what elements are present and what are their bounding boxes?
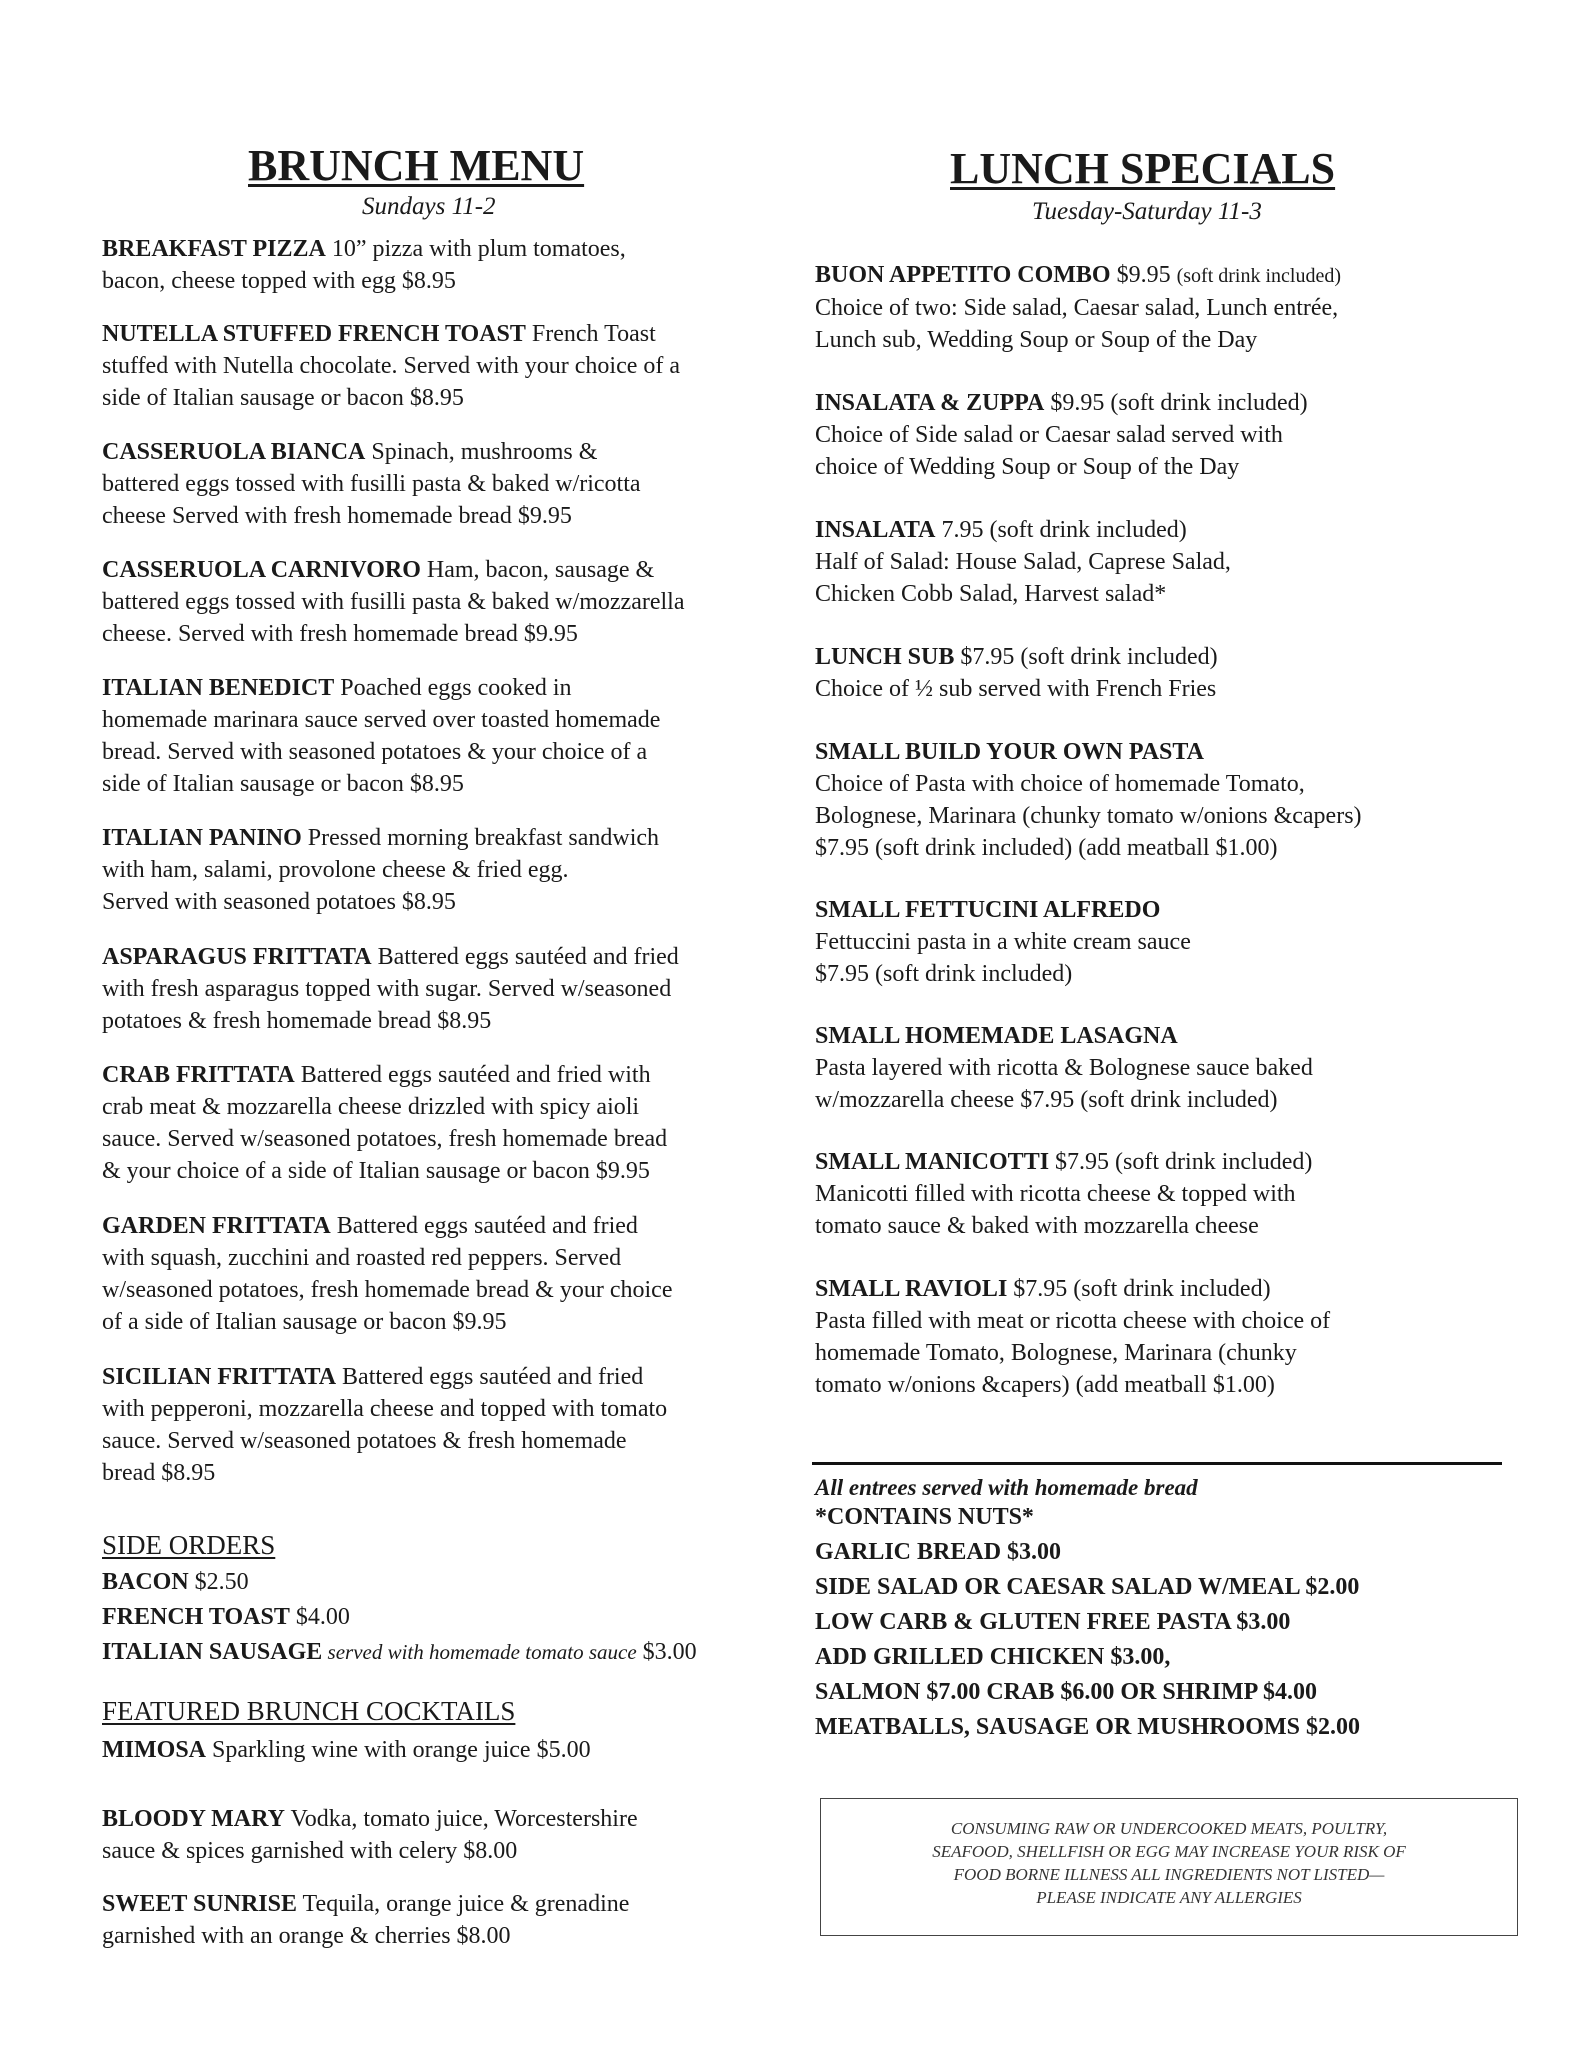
item-description-line: cheese. Served with fresh homemade bread $9.95	[102, 621, 578, 647]
item-description-line: bread. Served with seasoned potatoes & your choice of a	[102, 739, 648, 765]
lunch-item	[815, 641, 1495, 705]
item-description-line: Battered eggs sautéed and fried with	[294, 1062, 651, 1088]
item-note: (soft drink included)	[1176, 265, 1341, 287]
item-description-line: Battered eggs sautéed and fried	[336, 1364, 644, 1390]
item-description-line: Manicotti filled with ricotta cheese & topped with	[815, 1181, 1296, 1207]
brunch-item	[102, 554, 782, 650]
item-name: ITALIAN PANINO	[102, 825, 302, 851]
item-description-line: Choice of two: Side salad, Caesar salad, Lunch entrée,	[815, 295, 1339, 321]
item-description-line: battered eggs tossed with fusilli pasta & baked w/mozzarella	[102, 589, 685, 615]
add-on-line: ADD GRILLED CHICKEN $3.00,	[815, 1644, 1171, 1670]
brunch-title: BRUNCH MENU	[248, 141, 585, 190]
item-description-line: with ham, salami, provolone cheese & fried egg.	[102, 857, 569, 883]
brunch-subtitle: Sundays 11-2	[362, 193, 496, 220]
item-name: CASSERUOLA CARNIVORO	[102, 557, 421, 583]
item-description-line: Pasta layered with ricotta & Bolognese sauce baked	[815, 1055, 1313, 1081]
item-name: GARDEN FRITTATA	[102, 1213, 331, 1239]
lunch-item	[815, 387, 1495, 483]
item-description-line: cheese Served with fresh homemade bread $9.95	[102, 503, 572, 529]
side-order-item	[102, 1566, 249, 1598]
item-name: LUNCH SUB	[815, 644, 955, 670]
item-price: $7.95 (soft drink included)	[1007, 1276, 1271, 1302]
cocktail-item	[102, 1888, 782, 1952]
item-name: SICILIAN FRITTATA	[102, 1364, 337, 1390]
item-description-line: Choice of Pasta with choice of homemade Tomato,	[815, 771, 1305, 797]
cocktail-name: SWEET SUNRISE	[102, 1891, 297, 1917]
item-description-line: with fresh asparagus topped with sugar. Served w/seasoned	[102, 976, 672, 1002]
add-on-line: LOW CARB & GLUTEN FREE PASTA $3.00	[815, 1609, 1291, 1635]
item-name: SMALL BUILD YOUR OWN PASTA	[815, 739, 1204, 765]
cocktail-description-line: garnished with an orange & cherries $8.00	[102, 1923, 511, 1949]
brunch-item	[102, 672, 782, 800]
cocktail-item	[102, 1803, 782, 1867]
disclaimer-line: CONSUMING RAW OR UNDERCOOKED MEATS, POULTRY,	[950, 1819, 1388, 1838]
side-orders-heading: SIDE ORDERS	[102, 1530, 276, 1560]
item-name: INSALATA & ZUPPA	[815, 390, 1045, 416]
cocktail-description-line: Vodka, tomato juice, Worcestershire	[284, 1806, 638, 1832]
item-description-line: Ham, bacon, sausage &	[420, 557, 655, 583]
item-description-line: battered eggs tossed with fusilli pasta & baked w/ricotta	[102, 471, 641, 497]
item-description-line: side of Italian sausage or bacon $8.95	[102, 771, 464, 797]
item-price: $7.95 (soft drink included)	[954, 644, 1218, 670]
item-description-line: Pressed morning breakfast sandwich	[301, 825, 660, 851]
item-price: $9.95	[1110, 262, 1177, 288]
item-description-line: homemade Tomato, Bolognese, Marinara (chunky	[815, 1340, 1297, 1366]
item-name: ASPARAGUS FRITTATA	[102, 944, 372, 970]
cocktail-name: BLOODY MARY	[102, 1806, 285, 1832]
cocktails-heading: FEATURED BRUNCH COCKTAILS	[102, 1696, 516, 1726]
item-description-line: Spinach, mushrooms &	[365, 439, 598, 465]
item-description-line: w/mozzarella cheese $7.95 (soft drink included)	[815, 1087, 1278, 1113]
cocktail-description-line: Sparkling wine with orange juice $5.00	[206, 1737, 591, 1763]
brunch-item	[102, 941, 782, 1037]
item-name: BREAKFAST PIZZA	[102, 236, 326, 262]
side-order-item	[102, 1636, 697, 1668]
side-order-item	[102, 1601, 350, 1633]
item-description-line: Battered eggs sautéed and fried	[330, 1213, 638, 1239]
item-price: $9.95 (soft drink included)	[1044, 390, 1308, 416]
item-description-line: choice of Wedding Soup or Soup of the Day	[815, 454, 1240, 480]
brunch-item	[102, 436, 782, 532]
item-description-line: Choice of ½ sub served with French Fries	[815, 676, 1217, 702]
item-price: 7.95 (soft drink included)	[935, 517, 1187, 543]
item-description-line: $7.95 (soft drink included)	[815, 961, 1073, 987]
item-description-line: of a side of Italian sausage or bacon $9.95	[102, 1309, 507, 1335]
item-description-line: crab meat & mozzarella cheese drizzled with spicy aioli	[102, 1094, 640, 1120]
cocktail-name: MIMOSA	[102, 1737, 206, 1763]
side-name: FRENCH TOAST	[102, 1604, 290, 1630]
add-on-line: GARLIC BREAD $3.00	[815, 1539, 1062, 1565]
item-description-line: & your choice of a side of Italian sausage or bacon $9.95	[102, 1158, 650, 1184]
item-description-line: bread $8.95	[102, 1460, 216, 1486]
lunch-item	[815, 1020, 1495, 1116]
brunch-item	[102, 318, 782, 414]
item-name: SMALL MANICOTTI	[815, 1149, 1050, 1175]
item-description-line: Lunch sub, Wedding Soup or Soup of the Day	[815, 327, 1258, 353]
brunch-item	[102, 822, 782, 918]
item-description-line: side of Italian sausage or bacon $8.95	[102, 385, 464, 411]
item-description-line: sauce. Served w/seasoned potatoes & fresh homemade	[102, 1428, 627, 1454]
side-price: $4.00	[289, 1604, 350, 1630]
lunch-item	[815, 514, 1495, 610]
lunch-item	[815, 736, 1495, 864]
disclaimer-line: FOOD BORNE ILLNESS ALL INGREDIENTS NOT LISTED—	[953, 1865, 1385, 1884]
disclaimer-line: SEAFOOD, SHELLFISH OR EGG MAY INCREASE YOUR RISK OF	[932, 1842, 1406, 1861]
item-name: CRAB FRITTATA	[102, 1062, 295, 1088]
side-price: $3.00	[636, 1639, 697, 1665]
item-description-line: bacon, cheese topped with egg $8.95	[102, 268, 456, 294]
item-description-line: $7.95 (soft drink included) (add meatball $1.00)	[815, 835, 1278, 861]
item-description-line: Half of Salad: House Salad, Caprese Salad,	[815, 549, 1231, 575]
brunch-item	[102, 1361, 782, 1489]
item-description-line: w/seasoned potatoes, fresh homemade bread & your choice	[102, 1277, 673, 1303]
item-description-line: Poached eggs cooked in	[334, 675, 572, 701]
item-description-line: potatoes & fresh homemade bread $8.95	[102, 1008, 492, 1034]
side-price: $2.50	[188, 1569, 249, 1595]
lunch-item	[815, 894, 1495, 990]
item-name: ITALIAN BENEDICT	[102, 675, 335, 701]
item-description-line: French Toast	[525, 321, 656, 347]
lunch-subtitle: Tuesday-Saturday 11-3	[1032, 198, 1262, 225]
lunch-item	[815, 259, 1495, 356]
item-description-line: with squash, zucchini and roasted red peppers. Served	[102, 1245, 622, 1271]
item-description-line: Pasta filled with meat or ricotta cheese with choice of	[815, 1308, 1331, 1334]
item-description-line: tomato sauce & baked with mozzarella cheese	[815, 1213, 1259, 1239]
item-description-line: Battered eggs sautéed and fried	[371, 944, 679, 970]
add-on-line: SALMON $7.00 CRAB $6.00 OR SHRIMP $4.00	[815, 1679, 1318, 1705]
item-name: INSALATA	[815, 517, 936, 543]
item-description-line: sauce. Served w/seasoned potatoes, fresh homemade bread	[102, 1126, 668, 1152]
cocktail-item	[102, 1734, 782, 1766]
brunch-item	[102, 233, 782, 297]
add-on-line: SIDE SALAD OR CAESAR SALAD W/MEAL $2.00	[815, 1574, 1360, 1600]
item-description-line: Served with seasoned potatoes $8.95	[102, 889, 456, 915]
item-description-line: 10” pizza with plum tomatoes,	[325, 236, 626, 262]
section-divider	[812, 1462, 1502, 1465]
bread-note: All entrees served with homemade bread	[815, 1475, 1198, 1500]
cocktail-description-line: sauce & spices garnished with celery $8.00	[102, 1838, 518, 1864]
item-description-line: Bolognese, Marinara (chunky tomato w/onions &capers)	[815, 803, 1362, 829]
item-description-line: stuffed with Nutella chocolate. Served with your choice of a	[102, 353, 681, 379]
item-price: $7.95 (soft drink included)	[1049, 1149, 1313, 1175]
item-description-line: Chicken Cobb Salad, Harvest salad*	[815, 581, 1167, 607]
item-description-line: with pepperoni, mozzarella cheese and topped with tomato	[102, 1396, 668, 1422]
side-note: served with homemade tomato sauce	[322, 1640, 637, 1664]
item-name: SMALL RAVIOLI	[815, 1276, 1008, 1302]
lunch-item	[815, 1146, 1495, 1242]
disclaimer-line: PLEASE INDICATE ANY ALLERGIES	[1036, 1888, 1302, 1907]
cocktail-description-line: Tequila, orange juice & grenadine	[296, 1891, 630, 1917]
brunch-item	[102, 1210, 782, 1338]
brunch-item	[102, 1059, 782, 1187]
lunch-title: LUNCH SPECIALS	[950, 144, 1336, 193]
item-name: CASSERUOLA BIANCA	[102, 439, 366, 465]
lunch-item	[815, 1273, 1495, 1401]
item-name: SMALL HOMEMADE LASAGNA	[815, 1023, 1178, 1049]
item-description-line: Fettuccini pasta in a white cream sauce	[815, 929, 1191, 955]
side-name: BACON	[102, 1569, 189, 1595]
item-name: SMALL FETTUCINI ALFREDO	[815, 897, 1161, 923]
side-name: ITALIAN SAUSAGE	[102, 1639, 323, 1665]
allergy-disclaimer-box	[820, 1798, 1518, 1936]
item-name: NUTELLA STUFFED FRENCH TOAST	[102, 321, 526, 347]
add-on-line: *CONTAINS NUTS*	[815, 1504, 1034, 1530]
item-description-line: Choice of Side salad or Caesar salad served with	[815, 422, 1283, 448]
item-description-line: homemade marinara sauce served over toasted homemade	[102, 707, 661, 733]
item-name: BUON APPETITO COMBO	[815, 262, 1111, 288]
item-description-line: tomato w/onions &capers) (add meatball $1.00)	[815, 1372, 1275, 1398]
add-on-line: MEATBALLS, SAUSAGE OR MUSHROOMS $2.00	[815, 1714, 1360, 1740]
